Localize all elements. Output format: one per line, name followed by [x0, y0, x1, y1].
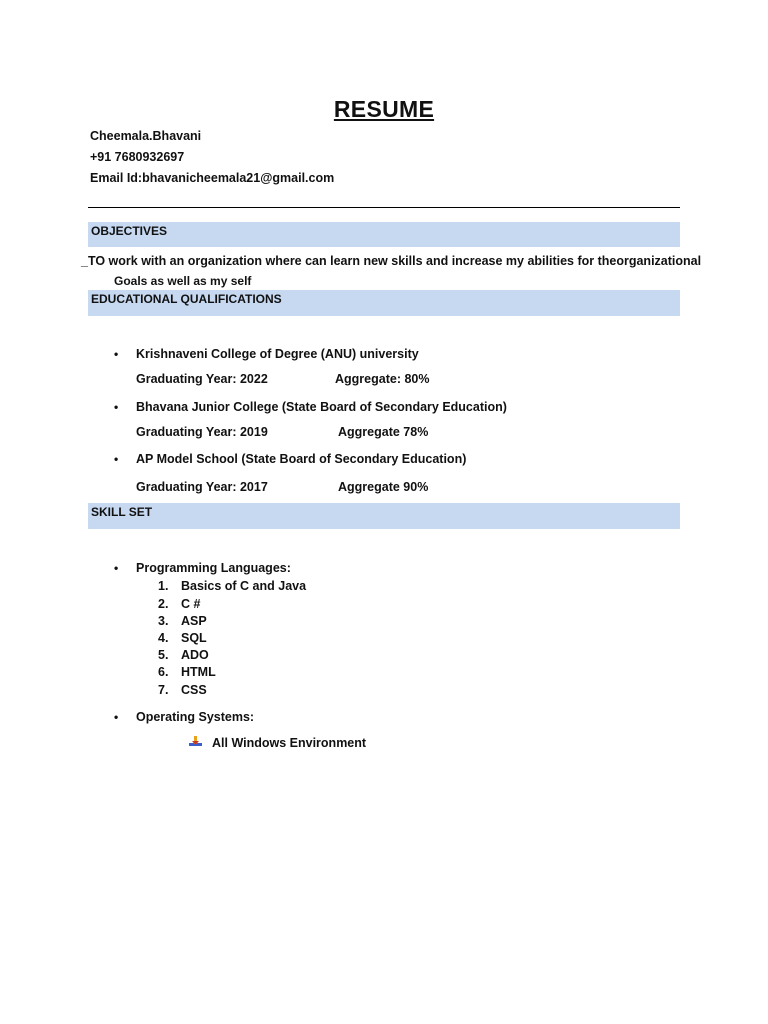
objective-line-2: Goals as well as my self: [114, 274, 252, 288]
language-number: 2.: [158, 597, 169, 611]
education-aggregate-3: Aggregate 90%: [338, 480, 429, 494]
language-item: SQL: [181, 631, 207, 645]
language-item: ASP: [181, 614, 207, 628]
language-item: Basics of C and Java: [181, 579, 307, 593]
bullet-icon: •: [114, 400, 119, 414]
os-item: All Windows Environment: [212, 736, 367, 750]
candidate-name: Cheemala.Bhavani: [90, 129, 202, 143]
objectives-heading: OBJECTIVES: [88, 222, 680, 247]
education-institution-2: Bhavana Junior College (State Board of Secondary Education): [136, 400, 507, 414]
education-year-3: Graduating Year: 2017: [136, 480, 268, 494]
arrow-bullet-icon: [188, 735, 204, 749]
bullet-icon: •: [114, 561, 119, 575]
language-item: ADO: [181, 648, 209, 662]
education-year-2: Graduating Year: 2019: [136, 425, 268, 439]
skills-heading: SKILL SET: [88, 503, 680, 529]
education-institution-3: AP Model School (State Board of Secondary Education): [136, 452, 467, 466]
programming-languages-label: Programming Languages:: [136, 561, 291, 575]
language-number: 3.: [158, 614, 169, 628]
language-number: 4.: [158, 631, 169, 645]
education-institution-1: Krishnaveni College of Degree (ANU) university: [136, 347, 419, 361]
education-heading: EDUCATIONAL QUALIFICATIONS: [88, 290, 680, 316]
language-item: HTML: [181, 665, 216, 679]
header-divider: [88, 207, 680, 208]
operating-systems-label: Operating Systems:: [136, 710, 255, 724]
language-item: CSS: [181, 683, 207, 697]
language-number: 6.: [158, 665, 169, 679]
candidate-phone: +91 7680932697: [90, 150, 185, 164]
bullet-icon: •: [114, 452, 119, 466]
education-aggregate-1: Aggregate: 80%: [335, 372, 430, 386]
language-item: C #: [181, 597, 201, 611]
language-number: 7.: [158, 683, 169, 697]
education-aggregate-2: Aggregate 78%: [338, 425, 429, 439]
education-year-1: Graduating Year: 2022: [136, 372, 268, 386]
objective-line-1: _TO work with an organization where can learn new skills and increase my abilities for theorganizational: [81, 254, 702, 268]
resume-title: RESUME: [333, 96, 435, 122]
candidate-email: Email Id:bhavanicheemala21@gmail.com: [90, 171, 335, 185]
bullet-icon: •: [114, 710, 119, 724]
language-number: 1.: [158, 579, 169, 593]
language-number: 5.: [158, 648, 169, 662]
bullet-icon: •: [114, 347, 119, 361]
